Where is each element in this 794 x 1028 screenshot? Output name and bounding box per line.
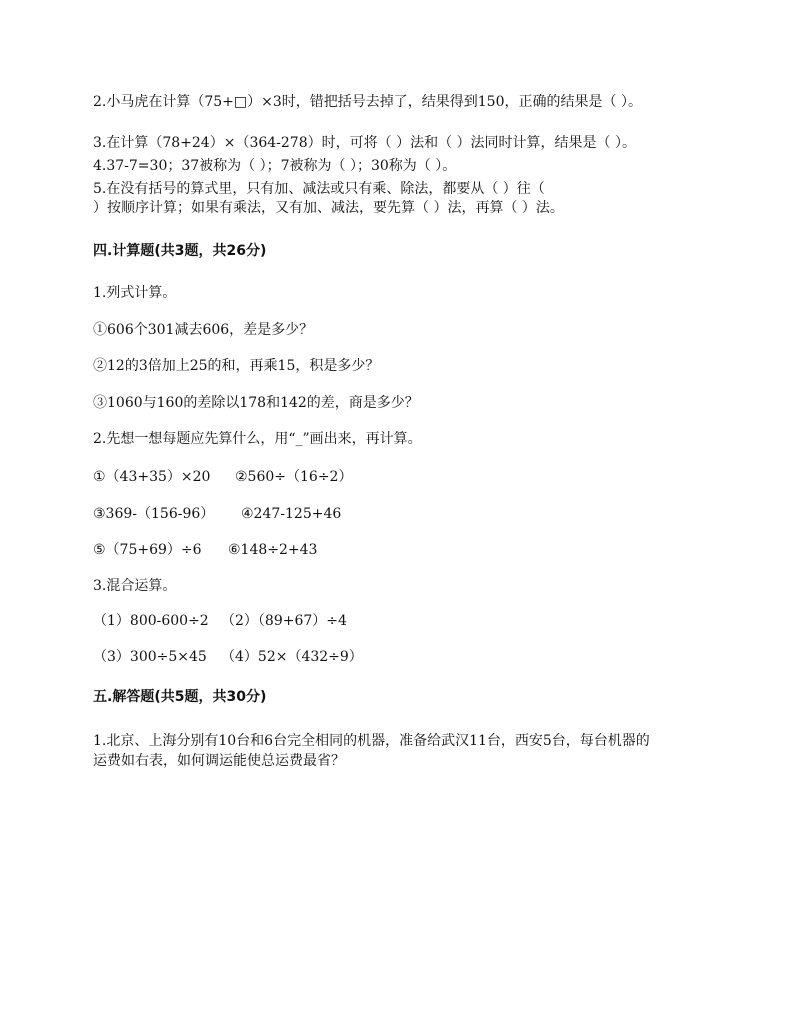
calc-question-1-item: ③1060与160的差除以178和142的差，商是多少？ <box>93 395 419 411</box>
fill-blank-question-5-line-2: ）按顺序计算；如果有乘法，又有加、减法，要先算（ ）法，再算（ ）法。 <box>93 200 564 216</box>
calc-question-2-item: ①（43+35）×20 <box>93 469 211 485</box>
section-5-heading: 五.解答题(共5题，共30分) <box>93 689 267 705</box>
fill-blank-question-3: 3.在计算（78+24）×（364-278）时，可将（ ）法和（ ）法同时计算，结果是（ ）。 <box>93 135 636 151</box>
fill-blank-question-4: 4.37-7=30；37被称为（ ）；7被称为（ ）；30称为（ ）。 <box>93 158 457 174</box>
calc-question-3-item: （2）（89+67）÷4 <box>221 613 347 629</box>
calc-question-1-item: ②12的3倍加上25的和，再乘15，积是多少？ <box>93 358 380 374</box>
calc-question-2-item: ②560÷（16÷2） <box>235 469 353 485</box>
calc-question-2-item: ④247-125+46 <box>241 506 342 522</box>
calc-question-2-title: 2.先想一想每题应先算什么，用“_”画出来，再计算。 <box>93 431 422 447</box>
calc-question-3-item: （4）52×（432÷9） <box>221 649 363 665</box>
calc-question-3-item: （3）300÷5×45 <box>93 649 207 665</box>
fill-blank-question-5-line-1: 5.在没有括号的算式里，只有加、减法或只有乘、除法，都要从（ ）往（ <box>93 181 545 197</box>
calc-question-2-item: ③369-（156-96） <box>93 506 215 522</box>
calc-question-3-title: 3.混合运算。 <box>93 578 177 594</box>
word-problem-1-line-2: 运费如右表，如何调运能使总运费最省？ <box>93 753 345 769</box>
fill-blank-question-2: 2.小马虎在计算（75+□）×3时，错把括号去掉了，结果得到150，正确的结果是（ ）。 <box>93 94 642 110</box>
calc-question-2-item: ⑤（75+69）÷6 <box>93 542 202 558</box>
calc-question-2-item: ⑥148÷2+43 <box>228 542 318 558</box>
word-problem-1-line-1: 1.北京、上海分别有10台和6台完全相同的机器，准备给武汉11台，西安5台，每台机器的 <box>93 733 650 749</box>
section-4-heading: 四.计算题(共3题，共26分) <box>93 243 267 259</box>
calc-question-1-title: 1.列式计算。 <box>93 285 177 301</box>
calc-question-3-item: （1）800-600÷2 <box>93 613 209 629</box>
calc-question-1-item: ①606个301减去606，差是多少？ <box>93 322 314 338</box>
